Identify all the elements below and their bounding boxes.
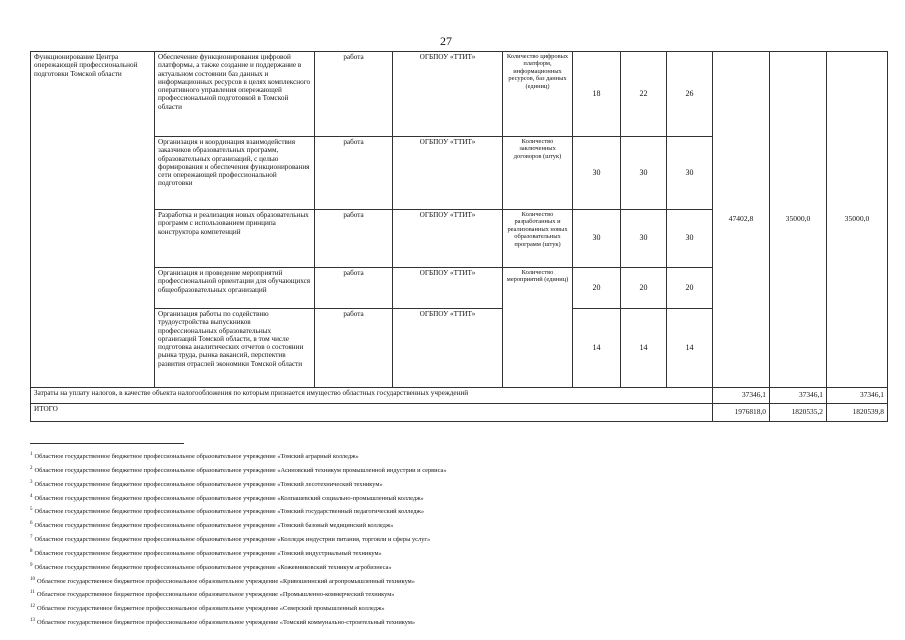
type-cell: работа [315,210,393,268]
footnote-text: Областное государственное бюджетное профессиональное образовательное учреждение «Томский индустриальный техникум» [34,549,382,557]
footnote-item [30,574,890,588]
activity-cell: Разработка и реализация новых образовательных программ с использованием принципа конструктора компетенций [155,210,315,268]
indicator-cell: Количество мероприятий (единиц) [503,268,573,309]
footnote-text: Областное государственное бюджетное профессиональное образовательное учреждение «Томский лесотехнический техникум» [34,480,383,488]
total-row-label: ИТОГО [31,404,713,422]
value-cell-3: 26 [667,52,713,137]
footnote-item [30,477,890,491]
total-row [31,404,888,422]
footnote-item [30,546,890,560]
type-cell: работа [315,137,393,210]
footnote-text: Областное государственное бюджетное профессиональное образовательное учреждение «Томский государственный педагогический колледж» [34,508,425,516]
executor-cell: ОГБПОУ «ТТИТ» [393,137,503,210]
footnote-number: 8 [30,548,33,554]
footnote-item [30,518,890,532]
program-table [30,51,888,422]
activity-cell: Организация и проведение мероприятий профессиональной ориентации для обучающихся общеобразовательных организаций [155,268,315,309]
total-value-2: 1820535,2 [770,404,827,422]
footnote-item [30,532,890,546]
value-cell-1: 18 [573,52,621,137]
finance-cell-1: 47402,8 [713,52,770,388]
tax-row-label: Затраты на уплату налогов, в качестве объекта налогообложения по которым признается имущество областных государственных учреждений [31,388,713,404]
footnote-text: Областное государственное бюджетное профессиональное образовательное учреждение «Колледж индустрии питания, торговли и сферы услуг» [34,536,431,544]
footnote-number: 12 [30,604,35,610]
type-cell: работа [315,268,393,309]
activity-cell: Обеспечение функционирования цифровой платформы, а также создание и поддержание в актуальном состоянии баз данных и информационных ресурсов в целях комплексного оперативного управления опережающей профессиональной подготовкой в Томской области [155,52,315,137]
tax-value-3: 37346,1 [827,388,888,404]
page-number: 27 [440,34,452,48]
type-cell: работа [315,52,393,137]
footnote-text: Областное государственное бюджетное профессиональное образовательное учреждение «Северский промышленный колледж» [37,605,385,613]
footnote-number: 6 [30,521,33,527]
footnote-text: Областное государственное бюджетное профессиональное образовательное учреждение «Промышленно-коммерческий техникум» [36,591,395,599]
value-cell-2: 22 [621,52,667,137]
footnote-number: 7 [30,535,33,541]
value-cell-3: 14 [667,309,713,388]
footnote-number: 11 [30,590,35,596]
finance-cell-3: 35000,0 [827,52,888,388]
footnote-number: 2 [30,465,33,471]
value-cell-1: 30 [573,137,621,210]
program-name-cell: Функционирование Центра опережающей профессиональной подготовки Томской области [31,52,155,388]
footnote-item [30,615,890,629]
footnote-number: 10 [30,576,35,582]
value-cell-2: 30 [621,210,667,268]
footnote-text: Областное государственное бюджетное профессиональное образовательное учреждение «Асиновский техникум промышленной индустрии и сервиса» [34,466,447,474]
footnote-number: 9 [30,562,33,568]
footnote-item [30,491,890,505]
value-cell-1: 20 [573,268,621,309]
value-cell-2: 20 [621,268,667,309]
finance-cell-2: 35000,0 [770,52,827,388]
table-row [31,52,888,137]
type-cell: работа [315,309,393,388]
footnote-separator [30,443,184,444]
total-value-1: 1976818,0 [713,404,770,422]
footnote-text: Областное государственное бюджетное профессиональное образовательное учреждение «Кривошеинский агропромышленный техникум» [37,577,415,585]
footnote-item [30,587,890,601]
value-cell-3: 20 [667,268,713,309]
indicator-cell: Количество цифровых платформ, информационных ресурсов, баз данных (единиц) [503,52,573,137]
footnote-text: Областное государственное бюджетное профессиональное образовательное учреждение «Колпашевский социально-промышленный колледж» [34,494,424,502]
footnote-text: Областное государственное бюджетное профессиональное образовательное учреждение «Кожевниковский техникум агробизнеса» [34,563,392,571]
indicator-cell: Количество разработанных и реализованных новых образовательных программ (штук) [503,210,573,268]
activity-cell: Организация и координация взаимодействия заказчиков образовательных программ, образовательных организаций, с целью формирования и обеспечения функционирования сети опережающей профессиональной подготовки [155,137,315,210]
footnote-item [30,449,890,463]
footnote-text: Областное государственное бюджетное профессиональное образовательное учреждение «Томский аграрный колледж» [34,453,359,460]
indicator-cell [503,309,573,388]
footnote-number: 1 [30,452,33,457]
executor-cell: ОГБПОУ «ТТИТ» [393,309,503,388]
footnote-number: 3 [30,479,33,485]
value-cell-3: 30 [667,137,713,210]
value-cell-3: 30 [667,210,713,268]
executor-cell: ОГБПОУ «ТТИТ» [393,52,503,137]
footnote-text: Областное государственное бюджетное профессиональное образовательное учреждение «Томский базовый медицинский колледж» [34,522,394,530]
activity-cell: Организация работы по содействию трудоустройства выпускников профессиональных образовательных организаций Томской области, в том числе подготовка аналитических отчетов о состоянии рынка труда, рынка вакансий, перспектив развития отраслей экономики Томской области [155,309,315,388]
footnote-number: 13 [30,618,35,624]
footnote-item [30,601,890,615]
footnote-number: 4 [30,493,33,499]
executor-cell: ОГБПОУ «ТТИТ» [393,210,503,268]
executor-cell: ОГБПОУ «ТТИТ» [393,268,503,309]
tax-value-1: 37346,1 [713,388,770,404]
tax-value-2: 37346,1 [770,388,827,404]
total-value-3: 1820539,8 [827,404,888,422]
value-cell-2: 30 [621,137,667,210]
value-cell-2: 14 [621,309,667,388]
footnotes [30,449,890,629]
indicator-cell: Количество заключенных договоров (штук) [503,137,573,210]
footnote-item [30,463,890,477]
tax-row [31,388,888,404]
footnote-item [30,560,890,574]
value-cell-1: 30 [573,210,621,268]
footnote-item [30,504,890,518]
value-cell-1: 14 [573,309,621,388]
footnote-number: 5 [30,507,33,513]
footnote-text: Областное государственное бюджетное профессиональное образовательное учреждение «Томский коммунально-строительный техникум» [37,619,416,627]
